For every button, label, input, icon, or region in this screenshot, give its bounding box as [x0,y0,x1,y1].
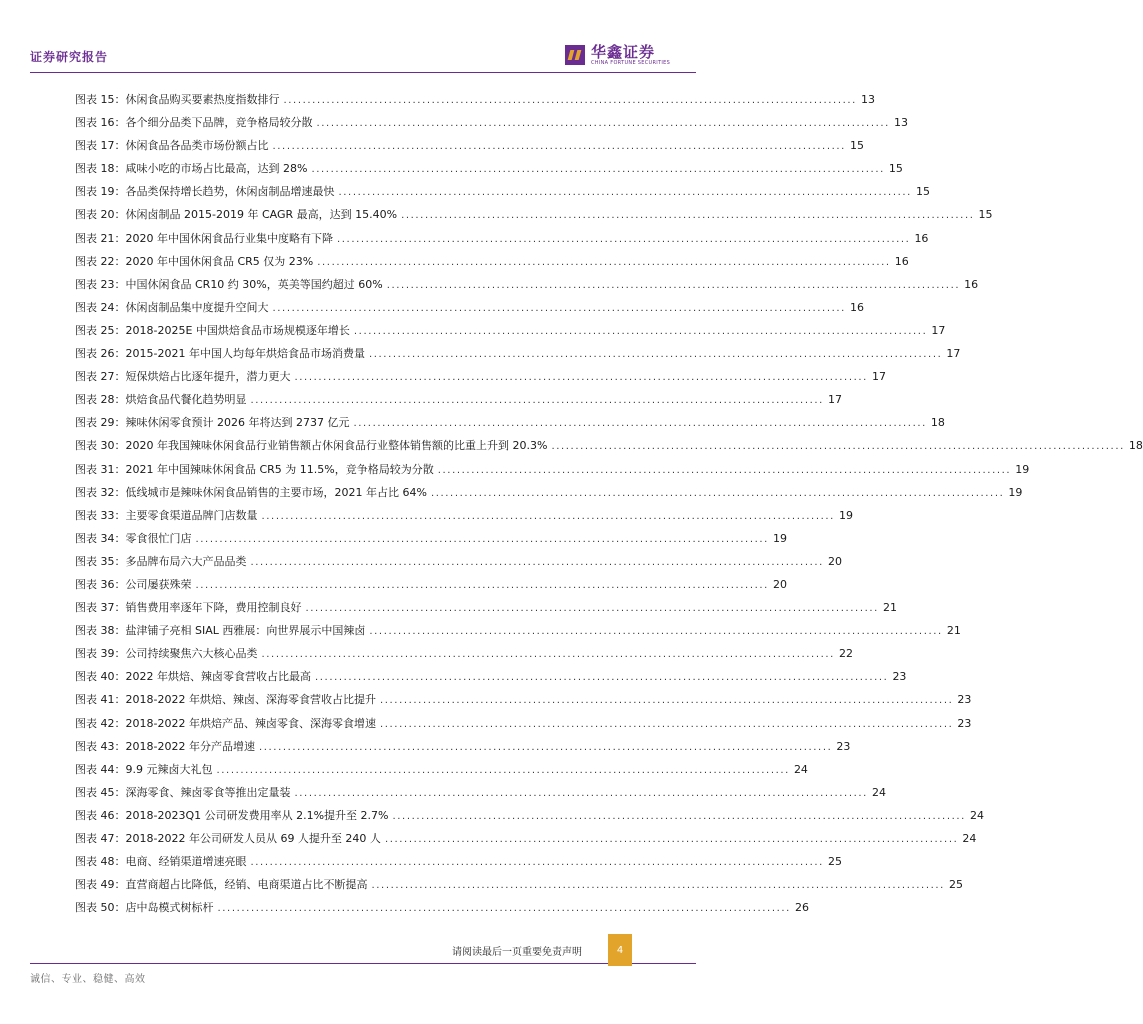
toc-entry[interactable] [75,458,1030,481]
dot-leader: ........................................................................................................................ [379,718,954,730]
toc-entry[interactable] [75,203,993,226]
toc-entry[interactable] [75,873,963,896]
toc-entry-label: 图表 16：各个细分品类下品牌，竞争格局较分散 [75,116,313,130]
toc-entry[interactable] [75,481,1023,504]
toc-entry-label: 图表 34：零食很忙门店 [75,531,192,545]
toc-entry-label: 图表 17：休闲食品各品类市场份额占比 [75,139,269,153]
toc-entry-label: 图表 35：多品牌布局六大产品品类 [75,554,247,568]
dot-leader: ........................................................................................................................ [250,556,824,568]
toc-entry-label: 图表 31：2021 年中国辣味休闲食品 CR5 为 11.5%，竞争格局较为分散 [75,462,434,476]
toc-entry-page: 23 [892,670,907,684]
toc-entry-label: 图表 15：休闲食品购买要素热度指数排行 [75,93,280,106]
toc-entry-page: 19 [1008,485,1023,499]
toc-entry-label: 图表 27：短保烘焙占比逐年提升，潜力更大 [75,370,291,384]
toc-entry-label: 图表 46：2018-2023Q1 公司研发费用率从 2.1%提升至 2.7% [75,808,389,822]
toc-entry-label: 图表 29：辣味休闲零食预计 2026 年将达到 2737 亿元 [75,416,350,430]
logo-icon [565,45,585,65]
dot-leader: ........................................................................................................................ [392,810,966,822]
toc-entry[interactable] [75,180,930,203]
toc-entry[interactable] [75,619,961,642]
dot-leader: ........................................................................................................................ [317,256,891,268]
toc-entry-label: 图表 37：销售费用率逐年下降，费用控制良好 [75,601,302,615]
toc-entry-label: 图表 43：2018-2022 年分产品增速 [75,739,255,753]
toc-entry[interactable] [75,273,979,296]
report-type-title: 证券研究报告 [30,50,109,64]
company-logo [565,44,670,67]
dot-leader: ........................................................................................................................ [551,441,1125,453]
toc-entry-label: 图表 45：深海零食、辣卤零食等推出定量装 [75,785,291,799]
toc-entry-page: 16 [914,231,929,245]
toc-entry-page: 20 [772,577,787,591]
toc-entry[interactable] [75,365,886,388]
dot-leader: ........................................................................................................................ [195,579,769,591]
disclaimer-note: 请阅读最后一页重要免责声明 [452,947,582,958]
toc-entry[interactable] [75,596,897,619]
toc-entry-page: 18 [930,416,945,430]
dot-leader: ........................................................................................................................ [258,741,833,753]
dot-leader: ........................................................................................................................ [250,857,824,869]
dot-leader: ........................................................................................................................ [353,325,928,337]
toc-entry[interactable] [75,342,961,365]
dot-leader: ........................................................................................................................ [283,95,857,106]
toc-entry[interactable] [75,111,908,134]
dot-leader: ........................................................................................................................ [384,834,959,845]
toc-entry-page: 18 [1128,439,1143,453]
toc-entry-page: 24 [871,785,886,799]
dot-leader: ........................................................................................................................ [368,349,943,361]
toc-entry[interactable] [75,850,842,873]
toc-entry-label: 图表 32：低线城市是辣味休闲食品销售的主要市场，2021 年占比 64% [75,485,427,499]
dot-leader: ........................................................................................................................ [311,164,885,176]
dot-leader: ........................................................................................................................ [386,279,961,291]
toc-entry-label: 图表 47：2018-2022 年公司研发人员从 69 人提升至 240 人 [75,832,381,845]
dot-leader: ........................................................................................................................ [261,649,835,661]
toc-entry-label: 图表 33：主要零食渠道品牌门店数量 [75,508,258,522]
logo-name-en: CHINA FORTUNE SECURITIES [591,60,671,66]
dot-leader: ........................................................................................................................ [379,695,954,707]
dot-leader: ........................................................................................................................ [430,487,1005,499]
dot-leader: ........................................................................................................................ [314,672,889,684]
toc-entry[interactable] [75,434,1143,457]
toc-entry-page: 23 [957,716,972,730]
toc-entry-page: 21 [946,624,961,638]
toc-entry-page: 19 [838,508,853,522]
toc-entry-label: 图表 24：休闲卤制品集中度提升空间大 [75,300,269,314]
toc-entry-label: 图表 49：直营商超占比降低，经销、电商渠道占比不断提高 [75,878,368,892]
dot-leader: ........................................................................................................................ [217,903,791,915]
toc-entry[interactable] [75,88,875,111]
toc-entry[interactable] [75,227,929,250]
toc-entry[interactable] [75,573,787,596]
toc-entry-label: 图表 30：2020 年我国辣味休闲食品行业销售额占休闲食品行业整体销售额的比重上升到 20.3% [75,439,548,453]
toc-entry[interactable] [75,157,903,180]
toc-entry[interactable] [75,735,851,758]
toc-entry-page: 25 [827,855,842,869]
toc-entry-page: 17 [946,347,961,361]
toc-entry-label: 图表 40：2022 年烘焙、辣卤零食营收占比最高 [75,670,311,684]
toc-entry-label: 图表 41：2018-2022 年烘焙、辣卤、深海零食营收占比提升 [75,693,376,707]
toc-entry-page: 15 [888,162,903,176]
dot-leader: ........................................................................................................................ [369,626,943,638]
header-divider [30,72,696,73]
toc-entry-label: 图表 28：烘焙食品代餐化趋势明显 [75,393,247,407]
toc-entry[interactable] [75,758,808,781]
toc-entry-page: 16 [849,300,864,314]
logo-name-cn: 华鑫证券 [591,43,656,61]
toc-entry-page: 22 [838,647,853,661]
toc-entry-page: 17 [827,393,842,407]
toc-entry-label: 图表 42：2018-2022 年烘焙产品、辣卤零食、深海零食增速 [75,716,376,730]
dot-leader: ........................................................................................................................ [437,464,1012,476]
toc-entry-page: 20 [827,554,842,568]
dot-leader: ........................................................................................................................ [294,372,868,384]
dot-leader: ........................................................................................................................ [353,418,927,430]
toc-entry-page: 25 [948,878,963,892]
dot-leader: ........................................................................................................................ [250,395,824,407]
toc-entry[interactable] [75,827,977,850]
dot-leader: ........................................................................................................................ [401,210,975,222]
toc-entry-page: 15 [915,185,930,199]
toc-entry-label: 图表 50：店中岛模式树标杆 [75,901,214,915]
toc-entry[interactable] [75,527,787,550]
toc-entry[interactable] [75,411,945,434]
toc-entry[interactable] [75,504,853,527]
toc-entry-page: 15 [978,208,993,222]
footer-divider [30,963,696,964]
toc-entry-page: 21 [882,601,897,615]
toc-entry-label: 图表 38：盐津铺子亮相 SIAL 西雅展：向世界展示中国辣卤 [75,624,366,638]
toc-entry-page: 16 [964,277,979,291]
toc-entry[interactable] [75,550,842,573]
toc-entry-label: 图表 20：休闲卤制品 2015-2019 年 CAGR 最高，达到 15.40% [75,208,398,222]
toc-entry-page: 23 [836,739,851,753]
toc-entry[interactable] [75,896,809,919]
dot-leader: ........................................................................................................................ [216,764,790,776]
toc-entry-page: 19 [1015,462,1030,476]
toc-entry[interactable] [75,388,842,411]
dot-leader: ........................................................................................................................ [336,233,911,245]
toc-entry-label: 图表 19：各品类保持增长趋势，休闲卤制品增速最快 [75,185,335,199]
toc-entry[interactable] [75,781,886,804]
toc-entry-page: 13 [893,116,908,130]
toc-entry-label: 图表 48：电商、经销渠道增速亮眼 [75,855,247,869]
toc-entry-label: 图表 18：咸味小吃的市场占比最高，达到 28% [75,162,308,176]
toc-entry-page: 17 [871,370,886,384]
toc-entry-page: 26 [794,901,809,915]
toc-entry-page: 24 [969,808,984,822]
toc-entry-label: 图表 26：2015-2021 年中国人均每年烘焙食品市场消费量 [75,347,365,361]
dot-leader: ........................................................................................................................ [294,787,868,799]
toc-entry[interactable] [75,134,864,157]
toc-entry[interactable] [75,804,984,827]
dot-leader: ........................................................................................................................ [261,510,835,522]
toc-entry[interactable] [75,665,907,688]
toc-entry-page: 24 [793,762,808,776]
toc-entry[interactable] [75,712,972,735]
toc-entry[interactable] [75,642,853,665]
toc-entry-page: 24 [962,832,977,845]
toc-entry-label: 图表 25：2018-2025E 中国烘焙食品市场规模逐年增长 [75,323,350,337]
figure-list [75,88,1143,919]
toc-entry[interactable] [75,319,946,342]
toc-entry-page: 15 [849,139,864,153]
dot-leader: ........................................................................................................................ [195,533,769,545]
page-number: 4 [608,934,632,966]
toc-entry-label: 图表 44：9.9 元辣卤大礼包 [75,762,213,776]
toc-entry-label: 图表 36：公司屡获殊荣 [75,577,192,591]
toc-entry-label: 图表 39：公司持续聚焦六大核心品类 [75,647,258,661]
dot-leader: ........................................................................................................................ [272,302,846,314]
toc-entry-page: 23 [957,693,972,707]
toc-entry-label: 图表 22：2020 年中国休闲食品 CR5 仅为 23% [75,254,314,268]
dot-leader: ........................................................................................................................ [338,187,912,199]
toc-entry-label: 图表 21：2020 年中国休闲食品行业集中度略有下降 [75,231,333,245]
toc-entry-label: 图表 23：中国休闲食品 CR10 约 30%，英美等国约超过 60% [75,277,383,291]
toc-entry[interactable] [75,296,864,319]
toc-entry[interactable] [75,688,972,711]
dot-leader: ........................................................................................................................ [371,880,945,892]
company-motto: 诚信、专业、稳健、高效 [30,974,146,985]
dot-leader: ........................................................................................................................ [316,118,890,130]
toc-entry-page: 16 [894,254,909,268]
toc-entry-page: 13 [860,93,875,106]
toc-entry[interactable] [75,250,909,273]
toc-entry-page: 19 [772,531,787,545]
toc-entry-page: 17 [931,323,946,337]
dot-leader: ........................................................................................................................ [305,603,879,615]
dot-leader: ........................................................................................................................ [272,141,846,153]
